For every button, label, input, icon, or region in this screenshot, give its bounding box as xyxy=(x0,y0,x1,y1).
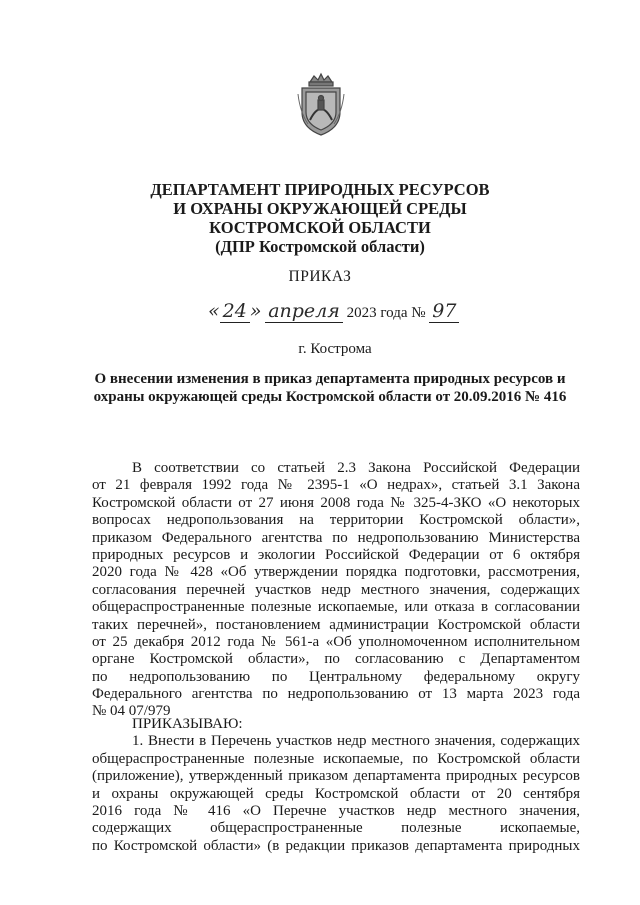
open-quote: « xyxy=(208,300,220,322)
text-line: 2016 года № 416 «О Перечне участков недр местного значения, xyxy=(92,802,580,819)
order-day: 24 xyxy=(220,300,250,323)
text-line: приказом Федерального агентства по недропользованию Министерства xyxy=(92,529,580,546)
text-line: и охраны окружающей среды Костромской области от 20 сентября xyxy=(92,785,580,802)
order-items xyxy=(92,716,580,855)
preamble-paragraph xyxy=(92,460,580,721)
close-quote: » xyxy=(249,300,262,322)
text-line: по недропользованию по Центральному федеральному округу xyxy=(92,668,580,685)
department-header xyxy=(0,180,640,256)
text-line: от 21 февраля 1992 года № 2395-1 «О недрах», статьей 3.1 Закона xyxy=(92,477,580,494)
subject-line: охраны окружающей среды Костромской области от 20.09.2016 № 416 xyxy=(93,389,567,405)
text-line: (приложение), утвержденный приказом департамента природных ресурсов xyxy=(92,768,580,785)
department-line: ДЕПАРТАМЕНТ ПРИРОДНЫХ РЕСУРСОВ xyxy=(150,180,490,199)
text-line: по Костромской области» (в редакции приказов департамента природных xyxy=(92,837,580,854)
coat-of-arms-icon xyxy=(296,72,346,138)
text-line: таких перечней», постановлением администрации Костромской области xyxy=(92,616,580,633)
text-line: от 25 декабря 2012 года № 561-а «Об уполномоченном исполнительном xyxy=(92,633,580,650)
text-line: общераспространенные полезные ископаемые, или отказа в согласовании xyxy=(92,599,580,616)
text-line: Федерального агентства по недропользованию от 13 марта 2023 года xyxy=(92,686,580,703)
department-line: КОСТРОМСКОЙ ОБЛАСТИ xyxy=(209,218,431,237)
order-number: 97 xyxy=(429,300,459,323)
text-line: согласования перечней участков недр местного значения, содержащих xyxy=(92,581,580,598)
department-line: И ОХРАНЫ ОКРУЖАЮЩЕЙ СРЕДЫ xyxy=(173,199,467,218)
subject-line: О внесении изменения в приказ департамента природных ресурсов и xyxy=(94,371,566,387)
order-date-line xyxy=(208,300,468,328)
order-month: апреля xyxy=(265,300,343,323)
text-line: органе Костромской области», по согласованию с Департаментом xyxy=(92,651,580,668)
department-abbreviation: (ДПР Костромской области) xyxy=(215,237,425,256)
text-line: В соответствии со статьей 2.3 Закона Российской Федерации xyxy=(132,460,580,476)
text-line: общераспространенные полезные ископаемые, по Костромской области xyxy=(92,750,580,767)
document-type: ПРИКАЗ xyxy=(288,268,352,285)
text-line: 1. Внести в Перечень участков недр местного значения, содержащих xyxy=(132,733,580,750)
text-line: природных ресурсов и экологии Российской Федерации от 6 октября xyxy=(92,546,580,563)
text-line: 2020 года № 428 «Об утверждении порядка подготовки, рассмотрения, xyxy=(92,564,580,581)
order-year: 2023 года № xyxy=(346,305,426,321)
order-subject xyxy=(90,370,570,406)
text-line: Костромской области от 27 июня 2008 года № 325-4-ЗКО «О некоторых xyxy=(92,494,580,511)
order-keyword: ПРИКАЗЫВАЮ: xyxy=(132,716,243,732)
text-line: № 04 07/979 xyxy=(92,703,171,720)
text-line: вопросах недропользования на территории Костромской области», xyxy=(92,512,580,529)
text-line: содержащих общераспространенные полезные ископаемые, xyxy=(92,820,580,837)
city: г. Кострома xyxy=(298,341,372,357)
